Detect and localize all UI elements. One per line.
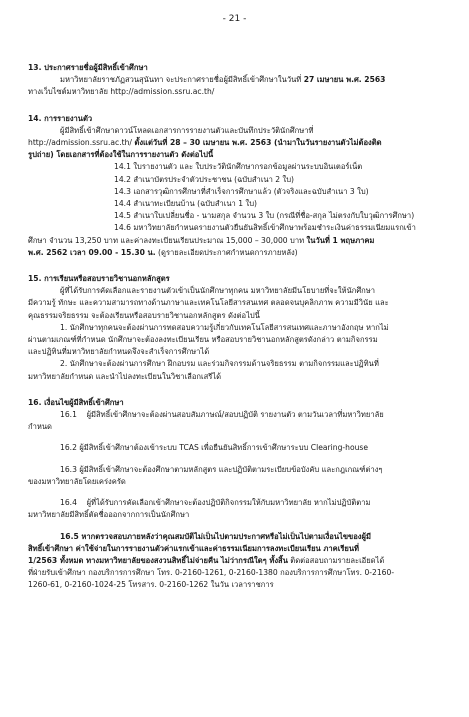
section-15-rule-2: 2. นักศึกษาจะต้องผ่านการศึกษา ฝึกอบรม และร่วมกิจกรรมด้านจริยธรรม ตามกิจกรรมและปฏิทินที่	[60, 359, 379, 369]
list-item: 14.1 ใบรายงานตัว และ ใบประวัตินักศึกษากรอกข้อมูลผ่านระบบอินเตอร์เน็ต	[114, 162, 363, 172]
page-number: - 21 -	[222, 14, 247, 24]
section-13-heading: 13. ประกาศรายชื่อผู้มีสิทธิ์เข้าศึกษา	[28, 63, 148, 72]
list-item: 14.6 มหาวิทยาลัยกำหนดรายงานตัวยืนยันสิทธิ์เข้าศึกษาพร้อมชำระเงินค่าธรรมเนียมแรกเข้า	[114, 223, 416, 233]
document-body	[28, 62, 450, 592]
section-15-para: คุณธรรมจริยธรรม จะต้องเรียนหรือสอบรายวิชานอกหลักสูตร ดังต่อไปนี้	[28, 310, 260, 320]
condition-16-5: 1/2563 ทั้งหมด ทางมหาวิทยาลัยของสงวนสิทธิ์ไม่จ่ายคืน ไม่ว่ากรณีใดๆ ทั้งสิ้น ติดต่อสอบถามรายละเอียดได้	[28, 555, 385, 565]
list-item: 14.5 สำเนาใบเปลี่ยนชื่อ - นามสกุล จำนวน 3 ใบ (กรณีที่ชื่อ-สกุล ไม่ตรงกับใบวุฒิการศึกษา)	[114, 211, 415, 221]
list-item-continued: พ.ศ. 2562 เวลา 09.00 - 15.30 น. (ดูรายละเอียดประกาศกำหนดการภายหลัง)	[28, 247, 298, 257]
section-15-rule-1: 1. นักศึกษาทุกคนจะต้องผ่านการทดสอบความรู้เกี่ยวกับเทคโนโลยีสารสนเทศและภาษาอังกฤษ หากไม่	[60, 322, 389, 332]
list-item-continued: ศึกษา จำนวน 13,250 บาท และค่าลงทะเบียนเรียนประมาณ 15,000 – 30,000 บาท ในวันที่ 1 พฤษภาคม	[28, 235, 375, 245]
condition-16-5: ที่ฝ่ายรับเข้าศึกษา กองบริการการศึกษา โทร. 0-2160-1261, 0-2160-1380 กองบริการการศึกษาโทร. 0-2160-	[28, 568, 395, 578]
list-item: 14.2 สำเนาบัตรประจำตัวประชาชน (ฉบับสำเนา 2 ใบ)	[114, 174, 295, 184]
section-14-para-2: http://admission.ssru.ac.th/ ตั้งแต่วันที่ 28 – 30 เมษายน พ.ศ. 2563 (นำมาในวันรายงานตัวไม่ต้องติด	[28, 138, 382, 148]
condition-16-2: 16.2 ผู้มีสิทธิ์เข้าศึกษาต้องเข้าระบบ TCAS เพื่อยืนยันสิทธิ์การเข้าศึกษาระบบ Clearing-house	[60, 443, 369, 453]
condition-16-5: 1260-61, 0-2160-1024-25 โทรสาร. 0-2160-1262 ในวัน เวลาราชการ	[28, 580, 274, 590]
section-13-url-line: ทางเว็บไซต์มหาวิทยาลัย http://admission.ssru.ac.th/	[28, 87, 215, 97]
section-15-rule-1: และปฏิทินที่มหาวิทยาลัยกำหนดจึงจะสำเร็จการศึกษาได้	[28, 347, 210, 357]
condition-16-3: 16.3 ผู้มีสิทธิ์เข้าศึกษาจะต้องศึกษาตามหลักสูตร และปฏิบัติตามระเบียบข้อบังคับ และกฎเกณฑ์ต่างๆ	[60, 464, 383, 474]
section-14-heading: 14. การรายงานตัว	[28, 113, 93, 123]
section-14-para: ผู้มีสิทธิ์เข้าศึกษาดาวน์โหลดเอกสารการรายงานตัวและบันทึกประวัตินักศึกษาที่	[60, 125, 314, 135]
condition-16-5: สิทธิ์เข้าศึกษา ค่าใช้จ่ายในการรายงานตัวค่าแรกเข้าและค่าธรรมเนียมการลงทะเบียนเรียน ภาคเรียนที่	[28, 543, 360, 553]
list-item: 14.3 เอกสารวุฒิการศึกษาที่สำเร็จการศึกษาแล้ว (ตัวจริงและฉบับสำเนา 3 ใบ)	[114, 186, 369, 196]
list-item: 14.4 สำเนาทะเบียนบ้าน (ฉบับสำเนา 1 ใบ)	[114, 199, 257, 209]
condition-16-3: ของมหาวิทยาลัยโดยเคร่งครัด	[28, 476, 126, 486]
section-15-rule-1: ผ่านตามเกณฑ์ที่กำหนด นักศึกษาจะต้องลงทะเบียนเรียน หรือสอบรายวิชานอกหลักสูตรดังกล่าว ตามกิจกรรม	[28, 335, 378, 345]
section-15-rule-2: มหาวิทยาลัยกำหนด และนำไปลงทะเบียนในวิชาเลือกเสรีได้	[28, 371, 222, 381]
condition-16-5: 16.5 หากตรวจสอบภายหลังว่าคุณสมบัติไม่เป็นไปตามประกาศหรือไม่เป็นไปตามเงื่อนไขของผู้มี	[60, 531, 371, 541]
section-14-para-3: รูปถ่าย) โดยเอกสารที่ต้องใช้ในการรายงานตัว ดังต่อไปนี้	[28, 150, 214, 160]
section-13-line: มหาวิทยาลัยราชภัฏสวนสุนันทา จะประกาศรายชื่อผู้มีสิทธิ์เข้าศึกษาในวันที่ 27 เมษายน พ.ศ. 2563	[60, 75, 386, 85]
condition-16-1: กำหนด	[28, 422, 52, 432]
condition-16-4: มหาวิทยาลัยมีสิทธิ์ตัดชื่อออกจากการเป็นนักศึกษา	[28, 510, 190, 520]
section-16-heading: 16. เงื่อนไขผู้มีสิทธิ์เข้าศึกษา	[28, 397, 124, 407]
section-15-para: มีความรู้ ทักษะ และความสามารถทางด้านภาษาและเทคโนโลยีสารสนเทศ ตลอดจนบุคลิกภาพ ความมีวินัย และ	[28, 298, 389, 308]
section-15-heading: 15. การเรียนหรือสอบรายวิชานอกหลักสูตร	[28, 274, 170, 284]
section-15-para: ผู้ที่ได้รับการคัดเลือกและรายงานตัวเข้าเป็นนักศึกษาทุกคน มหาวิทยาลัยมีนโยบายที่จะให้นักศึกษา	[60, 286, 376, 296]
condition-16-4: 16.4 ผู้ที่ได้รับการคัดเลือกเข้าศึกษาจะต้องปฏิบัติกิจกรรมให้กับมหาวิทยาลัย หากไม่ปฏิบัติตาม	[60, 498, 371, 508]
condition-16-1: 16.1 ผู้มีสิทธิ์เข้าศึกษาจะต้องผ่านสอบสัมภาษณ์/สอบปฏิบัติ รายงานตัว ตามวันเวลาที่มหาวิทยาลัย	[60, 410, 384, 420]
